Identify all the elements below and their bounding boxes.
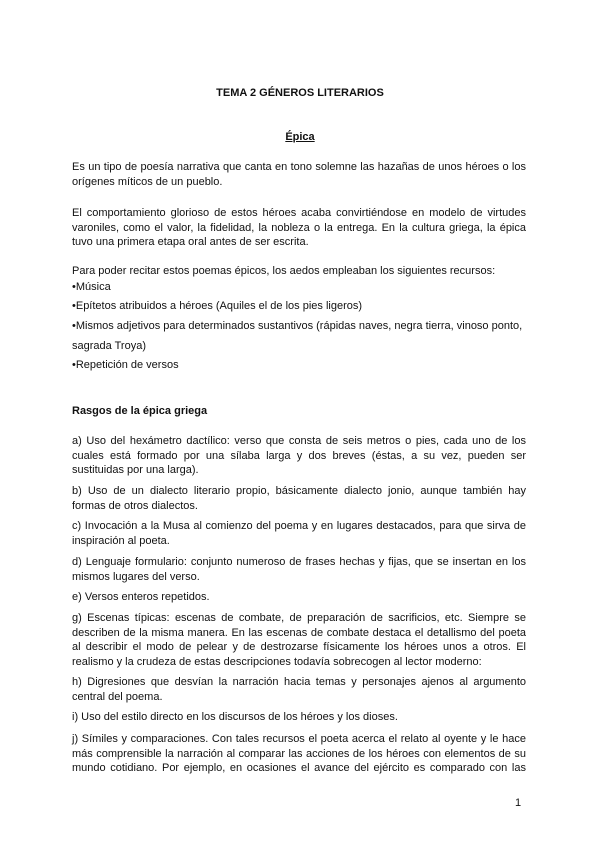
page-number: 1: [515, 797, 522, 809]
feature-item: h) Digresiones que desvían la narración hacia temas y personajes ajenos al argumento central del poema.: [72, 676, 526, 703]
intro-paragraph-2: El comportamiento glorioso de estos héroes acaba convirtiéndose en modelo de virtudes varoniles, como el valor, la fidelidad, la nobleza o la entrega. En la cultura griega, la épica tuvo una primera etapa oral antes de ser escrita.: [72, 207, 526, 249]
feature-item: b) Uso de un dialecto literario propio, básicamente dialecto jonio, aunque también hay formas de otros dialectos.: [72, 485, 526, 512]
intro-paragraph-1: Es un tipo de poesía narrativa que canta en tono solemne las hazañas de unos héroes o los orígenes míticos de un pueblo.: [72, 161, 526, 188]
feature-item: e) Versos enteros repetidos.: [72, 591, 210, 603]
document-title: TEMA 2 GÉNEROS LITERARIOS: [216, 87, 384, 99]
resource-item: •Mismos adjetivos para determinados sustantivos (rápidas naves, negra tierra, vinoso ponto, sagrada Troya): [72, 320, 523, 352]
feature-item: d) Lenguaje formulario: conjunto numeroso de frases hechas y fijas, que se insertan en los mismos lugares del verso.: [72, 556, 526, 583]
resource-item: •Repetición de versos: [72, 359, 179, 371]
feature-item: j) Símiles y comparaciones. Con tales recursos el poeta acerca el relato al oyente y le hace más comprensible la narración al comparar las acciones de los héroes con elementos de su mundo cotidiano. Por ejemplo, en ocasiones el avance del ejército es comparado con las: [72, 733, 526, 775]
feature-item: i) Uso del estilo directo en los discursos de los héroes y los dioses.: [72, 711, 398, 723]
feature-item: a) Uso del hexámetro dactílico: verso que consta de seis metros o pies, cada uno de los cuales está formado por una sílaba larga y dos breves (éstas, a su vez, pueden ser sustituidas por una larga).: [72, 435, 526, 477]
section-title: Épica: [285, 131, 315, 143]
features-heading: Rasgos de la épica griega: [72, 405, 208, 417]
feature-item: g) Escenas típicas: escenas de combate, de preparación de sacrificios, etc. Siempre se describen de la misma manera. En las escenas de combate destaca el detallismo del poeta al describir el modo de pelear y de destrozarse físicamente los héroes unos a otros. El realismo y la crudeza de estas descripciones todavía sobrecogen al lector moderno:: [72, 612, 526, 668]
intro-paragraph-3: Para poder recitar estos poemas épicos, los aedos empleaban los siguientes recursos:: [72, 265, 496, 277]
resource-item: •Música: [72, 281, 111, 293]
feature-item: c) Invocación a la Musa al comienzo del poema y en lugares destacados, para que sirva de inspiración al poeta.: [72, 520, 526, 547]
resource-item: •Epítetos atribuidos a héroes (Aquiles el de los pies ligeros): [72, 300, 363, 312]
